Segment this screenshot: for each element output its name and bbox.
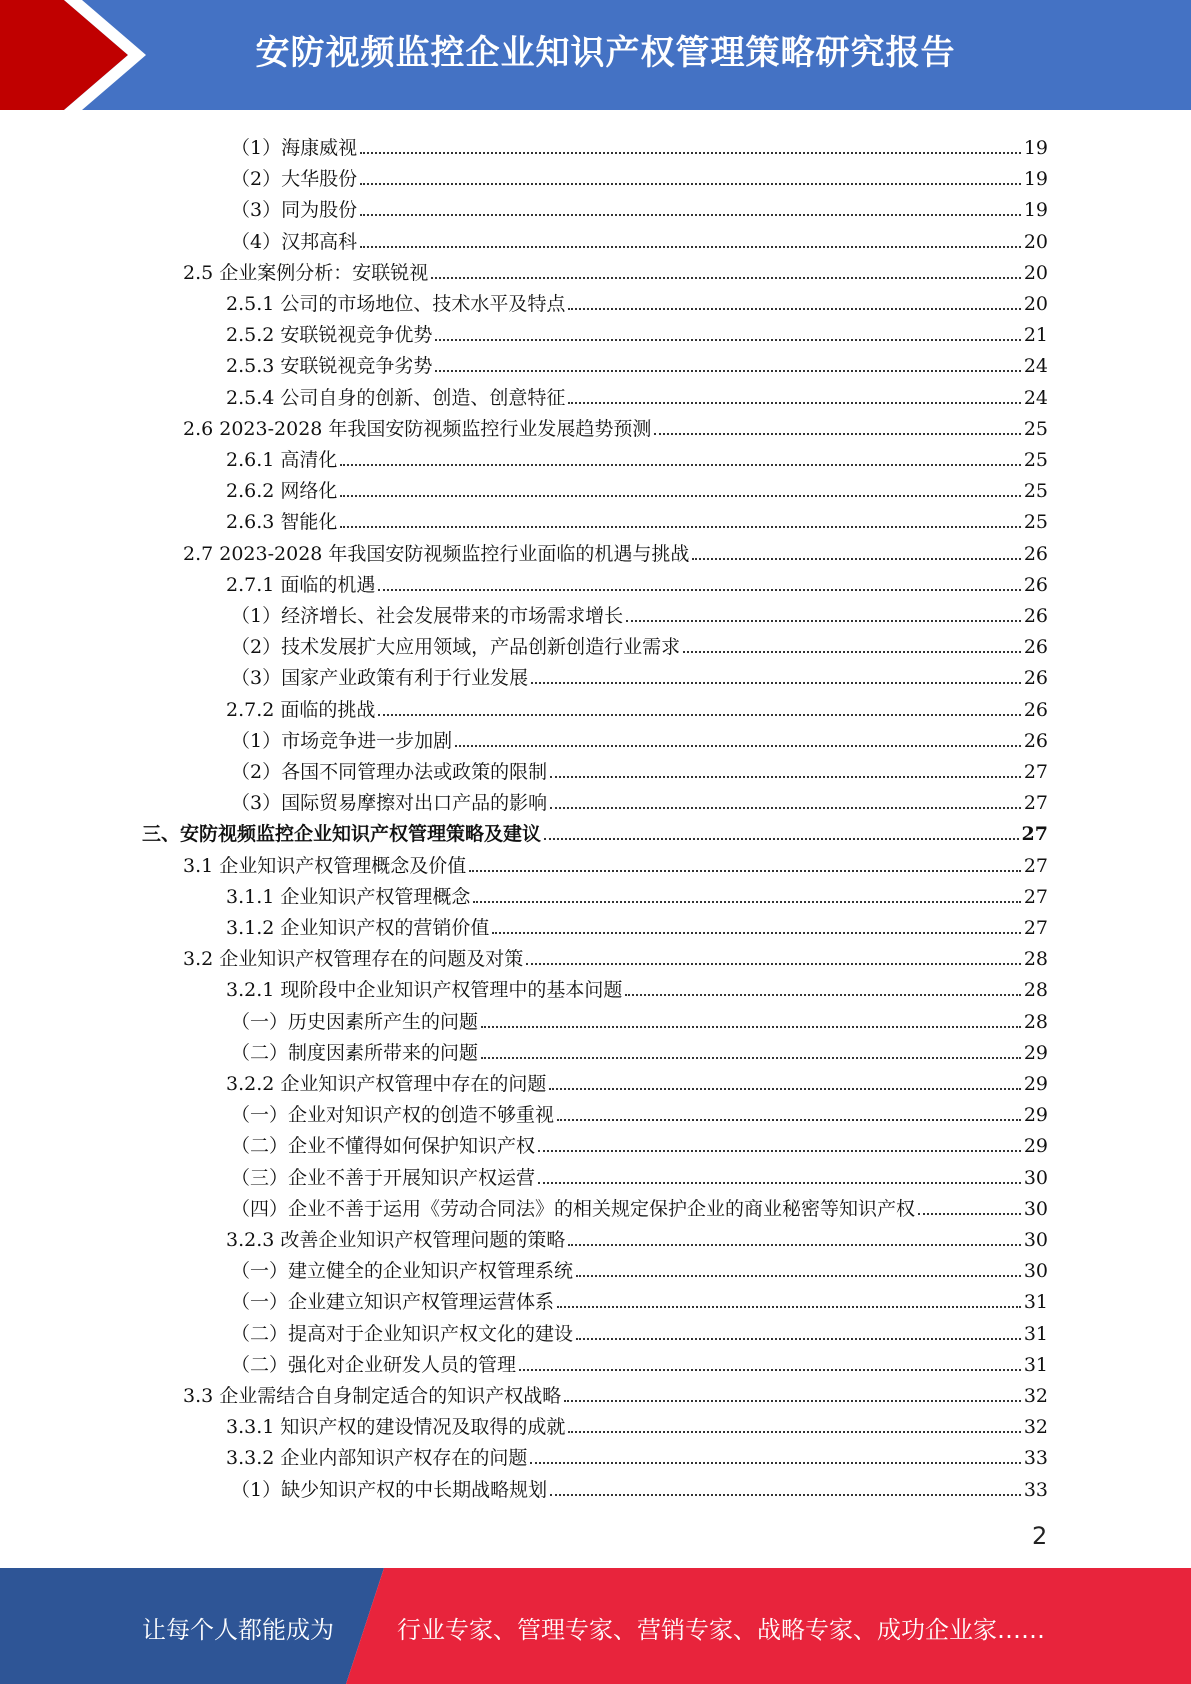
toc-entry-page: 27 (1023, 854, 1048, 877)
toc-entry-label: （二）强化对企业研发人员的管理 (231, 1353, 517, 1376)
toc-entry-page: 30 (1023, 1260, 1048, 1283)
toc-entry[interactable] (226, 346, 1048, 377)
toc-entry[interactable] (183, 846, 1048, 877)
toc-entry-page: 29 (1023, 1135, 1048, 1158)
toc-entry-label: 2.7 2023-2028 年我国安防视频监控行业面临的机遇与挑战 (183, 542, 690, 565)
toc-leader-dots (340, 526, 1020, 528)
toc-entry-label: 2.6 2023-2028 年我国安防视频监控行业发展趋势预测 (183, 417, 652, 440)
toc-leader-dots (531, 682, 1021, 684)
toc-leader-dots (557, 1306, 1021, 1308)
toc-entry-page: 28 (1023, 979, 1048, 1002)
toc-entry-page: 29 (1023, 1073, 1048, 1095)
toc-entry[interactable] (183, 409, 1048, 440)
report-title: 安防视频监控企业知识产权管理策略研究报告 (255, 33, 956, 73)
toc-entry-page: 26 (1023, 636, 1048, 659)
toc-entry[interactable] (226, 471, 1048, 502)
toc-entry-label: （二）企业不懂得如何保护知识产权 (231, 1135, 536, 1158)
toc-entry-label: （四）企业不善于运用《劳动合同法》的相关规定保护企业的商业秘密等知识产权 (231, 1197, 916, 1220)
toc-leader-dots (538, 1182, 1021, 1184)
toc-leader-dots (469, 870, 1021, 872)
toc-entry-page: 30 (1023, 1166, 1048, 1189)
toc-leader-dots (654, 433, 1020, 435)
toc-entry[interactable] (231, 1095, 1048, 1126)
toc-entry-page: 20 (1023, 230, 1048, 253)
toc-leader-dots (625, 994, 1020, 996)
toc-entry[interactable] (231, 128, 1048, 159)
toc-entry-label: 3.1.2 企业知识产权的营销价值 (226, 917, 490, 939)
toc-leader-dots (360, 152, 1021, 154)
toc-entry-page: 26 (1023, 729, 1048, 752)
toc-leader-dots (378, 589, 1020, 591)
toc-entry-page: 31 (1023, 1322, 1048, 1345)
toc-leader-dots (549, 1088, 1020, 1090)
toc-entry-label: 3.2.3 改善企业知识产权管理问题的策略 (226, 1229, 566, 1251)
toc-leader-dots (530, 1462, 1020, 1464)
toc-entry[interactable] (231, 1033, 1048, 1064)
toc-entry[interactable] (231, 1470, 1048, 1501)
toc-leader-dots (683, 651, 1021, 653)
toc-entry[interactable] (226, 1064, 1048, 1095)
toc-entry[interactable] (231, 596, 1048, 627)
toc-entry-label: （1）缺少知识产权的中长期战略规划 (231, 1478, 548, 1501)
toc-entry-page: 27 (1023, 917, 1048, 939)
toc-entry-page: 25 (1023, 417, 1048, 440)
page-footer (0, 1568, 1191, 1684)
toc-entry-label: （2）技术发展扩大应用领域，产品创新创造行业需求 (231, 636, 681, 659)
toc-leader-dots (481, 1026, 1021, 1028)
toc-entry[interactable] (226, 315, 1048, 346)
toc-leader-dots (568, 1431, 1020, 1433)
toc-entry-label: 2.6.1 高清化 (226, 449, 338, 471)
toc-leader-dots (550, 1494, 1021, 1496)
toc-entry-label: （1）经济增长、社会发展带来的市场需求增长 (231, 605, 624, 627)
toc-entry[interactable] (231, 222, 1048, 253)
toc-entry[interactable] (226, 440, 1048, 471)
toc-entry[interactable] (226, 502, 1048, 533)
toc-entry-label: （一）企业对知识产权的创造不够重视 (231, 1104, 555, 1127)
toc-leader-dots (435, 339, 1020, 341)
toc-leader-dots (492, 932, 1020, 934)
footer-slogan-left: 让每个人都能成为 (142, 1616, 334, 1644)
toc-entry-label: 3.3.2 企业内部知识产权存在的问题 (226, 1447, 528, 1470)
toc-entry-page: 31 (1023, 1291, 1048, 1314)
toc-entry[interactable] (226, 908, 1048, 939)
toc-entry[interactable] (231, 783, 1048, 814)
toc-entry-label: 2.6.3 智能化 (226, 511, 338, 534)
toc-entry-label: （三）企业不善于开展知识产权运营 (231, 1166, 536, 1189)
toc-entry-label: （3）国际贸易摩擦对出口产品的影响 (231, 792, 548, 815)
toc-entry[interactable] (226, 1220, 1048, 1251)
toc-entry-page: 30 (1023, 1197, 1048, 1220)
toc-entry-label: 2.7.2 面临的挑战 (226, 698, 376, 721)
toc-entry-label: 三、安防视频监控企业知识产权管理策略及建议 (142, 823, 542, 846)
toc-leader-dots (550, 807, 1021, 809)
toc-entry-page: 28 (1023, 1010, 1048, 1033)
toc-entry-label: 2.5.4 公司自身的创新、创造、创意特征 (226, 386, 566, 409)
toc-entry[interactable] (231, 1126, 1048, 1157)
toc-leader-dots (435, 370, 1020, 372)
toc-entry-page: 26 (1023, 667, 1048, 690)
toc-entry[interactable] (231, 1002, 1048, 1033)
toc-entry[interactable] (226, 690, 1048, 721)
toc-entry[interactable] (183, 1376, 1048, 1407)
toc-entry[interactable] (183, 939, 1048, 970)
toc-entry-page: 24 (1023, 386, 1048, 409)
toc-entry[interactable] (183, 534, 1048, 565)
toc-entry[interactable] (142, 814, 1048, 845)
toc-leader-dots (568, 402, 1020, 404)
toc-entry-page: 20 (1023, 261, 1048, 284)
toc-entry-page: 27 (1023, 885, 1048, 908)
toc-entry-label: 3.2 企业知识产权管理存在的问题及对策 (183, 948, 524, 971)
toc-entry-page: 28 (1023, 948, 1048, 971)
toc-entry-label: （一）历史因素所产生的问题 (231, 1010, 479, 1033)
toc-entry-page: 25 (1023, 449, 1048, 471)
toc-entry-label: （3）同为股份 (231, 199, 358, 222)
toc-entry-label: 2.5.1 公司的市场地位、技术水平及特点 (226, 293, 566, 315)
toc-leader-dots (340, 495, 1020, 497)
toc-entry-label: 3.1.1 企业知识产权管理概念 (226, 885, 471, 908)
toc-entry[interactable] (231, 1282, 1048, 1313)
toc-entry-label: 3.2.1 现阶段中企业知识产权管理中的基本问题 (226, 979, 623, 1002)
toc-entry[interactable] (226, 378, 1048, 409)
toc-leader-dots (538, 1150, 1021, 1152)
toc-entry[interactable] (226, 877, 1048, 908)
toc-entry-label: （2）各国不同管理办法或政策的限制 (231, 761, 548, 783)
toc-leader-dots (568, 308, 1020, 310)
footer-slogan-right: 行业专家、管理专家、营销专家、战略专家、成功企业家…… (397, 1616, 1045, 1644)
toc-entry[interactable] (231, 1158, 1048, 1189)
toc-entry-page: 27 (1023, 761, 1048, 783)
toc-entry-page: 25 (1023, 511, 1048, 534)
toc-entry-page: 26 (1023, 605, 1048, 627)
toc-leader-dots (564, 1400, 1021, 1402)
toc-entry-label: 2.5.2 安联锐视竞争优势 (226, 324, 433, 347)
toc-entry[interactable] (231, 1189, 1048, 1220)
toc-entry-label: （二）制度因素所带来的问题 (231, 1041, 479, 1064)
toc-entry-page: 24 (1023, 355, 1048, 378)
toc-entry[interactable] (226, 565, 1048, 596)
toc-leader-dots (378, 714, 1020, 716)
toc-leader-dots (576, 1275, 1021, 1277)
toc-entry[interactable] (226, 1438, 1048, 1469)
toc-entry[interactable] (231, 627, 1048, 658)
toc-entry[interactable] (231, 159, 1048, 190)
toc-entry[interactable] (231, 190, 1048, 221)
toc-entry-label: （3）国家产业政策有利于行业发展 (231, 667, 529, 690)
toc-entry-page: 25 (1023, 480, 1048, 503)
toc-entry-page: 29 (1023, 1104, 1048, 1127)
toc-entry[interactable] (231, 1251, 1048, 1282)
toc-leader-dots (568, 1244, 1020, 1246)
toc-entry-page: 29 (1023, 1041, 1048, 1064)
toc-entry-label: 2.6.2 网络化 (226, 480, 338, 503)
toc-entry-label: 2.5 企业案例分析：安联锐视 (183, 261, 429, 284)
toc-leader-dots (519, 1369, 1021, 1371)
toc-entry-label: （1）海康威视 (231, 137, 358, 159)
toc-entry-page: 27 (1021, 823, 1048, 846)
toc-entry-label: 2.5.3 安联锐视竞争劣势 (226, 355, 433, 378)
toc-entry-page: 19 (1023, 137, 1048, 159)
toc-entry-label: （4）汉邦高科 (231, 230, 358, 253)
page-header (0, 0, 1191, 110)
toc-entry[interactable] (231, 752, 1048, 783)
toc-entry-label: （二）提高对于企业知识产权文化的建设 (231, 1322, 574, 1345)
toc-entry-label: （一）建立健全的企业知识产权管理系统 (231, 1260, 574, 1283)
toc-entry[interactable] (231, 721, 1048, 752)
toc-entry-page: 32 (1023, 1385, 1048, 1407)
toc-entry-page: 31 (1023, 1353, 1048, 1376)
page-number: 2 (1032, 1522, 1048, 1550)
toc-entry[interactable] (226, 1407, 1048, 1438)
toc-entry-label: 3.3 企业需结合自身制定适合的知识产权战略 (183, 1385, 562, 1407)
toc-leader-dots (340, 464, 1020, 466)
toc-leader-dots (481, 1057, 1021, 1059)
toc-leader-dots (550, 776, 1021, 778)
toc-entry-page: 26 (1023, 698, 1048, 721)
toc-entry-label: 3.3.1 知识产权的建设情况及取得的成就 (226, 1416, 566, 1439)
toc-entry-page: 20 (1023, 293, 1048, 315)
toc-entry[interactable] (183, 253, 1048, 284)
toc-entry[interactable] (226, 970, 1048, 1001)
toc-entry-page: 26 (1023, 542, 1048, 565)
toc-entry-label: 3.1 企业知识产权管理概念及价值 (183, 854, 467, 877)
toc-entry-page: 32 (1023, 1416, 1048, 1439)
toc-entry[interactable] (231, 1345, 1048, 1376)
toc-entry-page: 33 (1023, 1447, 1048, 1470)
toc-entry-label: 2.7.1 面临的机遇 (226, 573, 376, 596)
toc-leader-dots (526, 963, 1021, 965)
toc-entry-label: （一）企业建立知识产权管理运营体系 (231, 1291, 555, 1314)
toc-entry[interactable] (231, 1314, 1048, 1345)
toc-entry[interactable] (226, 284, 1048, 315)
toc-leader-dots (360, 214, 1021, 216)
toc-leader-dots (360, 246, 1021, 248)
toc-entry-page: 19 (1023, 199, 1048, 222)
toc-leader-dots (431, 277, 1021, 279)
toc-leader-dots (360, 183, 1021, 185)
toc-entry[interactable] (231, 658, 1048, 689)
toc-entry-label: 3.2.2 企业知识产权管理中存在的问题 (226, 1073, 547, 1095)
toc-entry-page: 30 (1023, 1229, 1048, 1251)
toc-entry-page: 26 (1023, 573, 1048, 596)
toc-leader-dots (557, 1119, 1021, 1121)
toc-entry-label: （2）大华股份 (231, 168, 358, 191)
toc-entry-page: 33 (1023, 1478, 1048, 1501)
toc-leader-dots (544, 838, 1019, 840)
toc-leader-dots (692, 558, 1020, 560)
toc-leader-dots (576, 1338, 1021, 1340)
toc-leader-dots (455, 745, 1021, 747)
toc-leader-dots (626, 620, 1021, 622)
toc-entry-page: 19 (1023, 168, 1048, 191)
toc-entry-page: 27 (1023, 792, 1048, 815)
toc-leader-dots (473, 901, 1020, 903)
toc-entry-page: 21 (1023, 324, 1048, 347)
toc-entry-label: （1）市场竞争进一步加剧 (231, 729, 453, 752)
toc-leader-dots (918, 1213, 1021, 1215)
